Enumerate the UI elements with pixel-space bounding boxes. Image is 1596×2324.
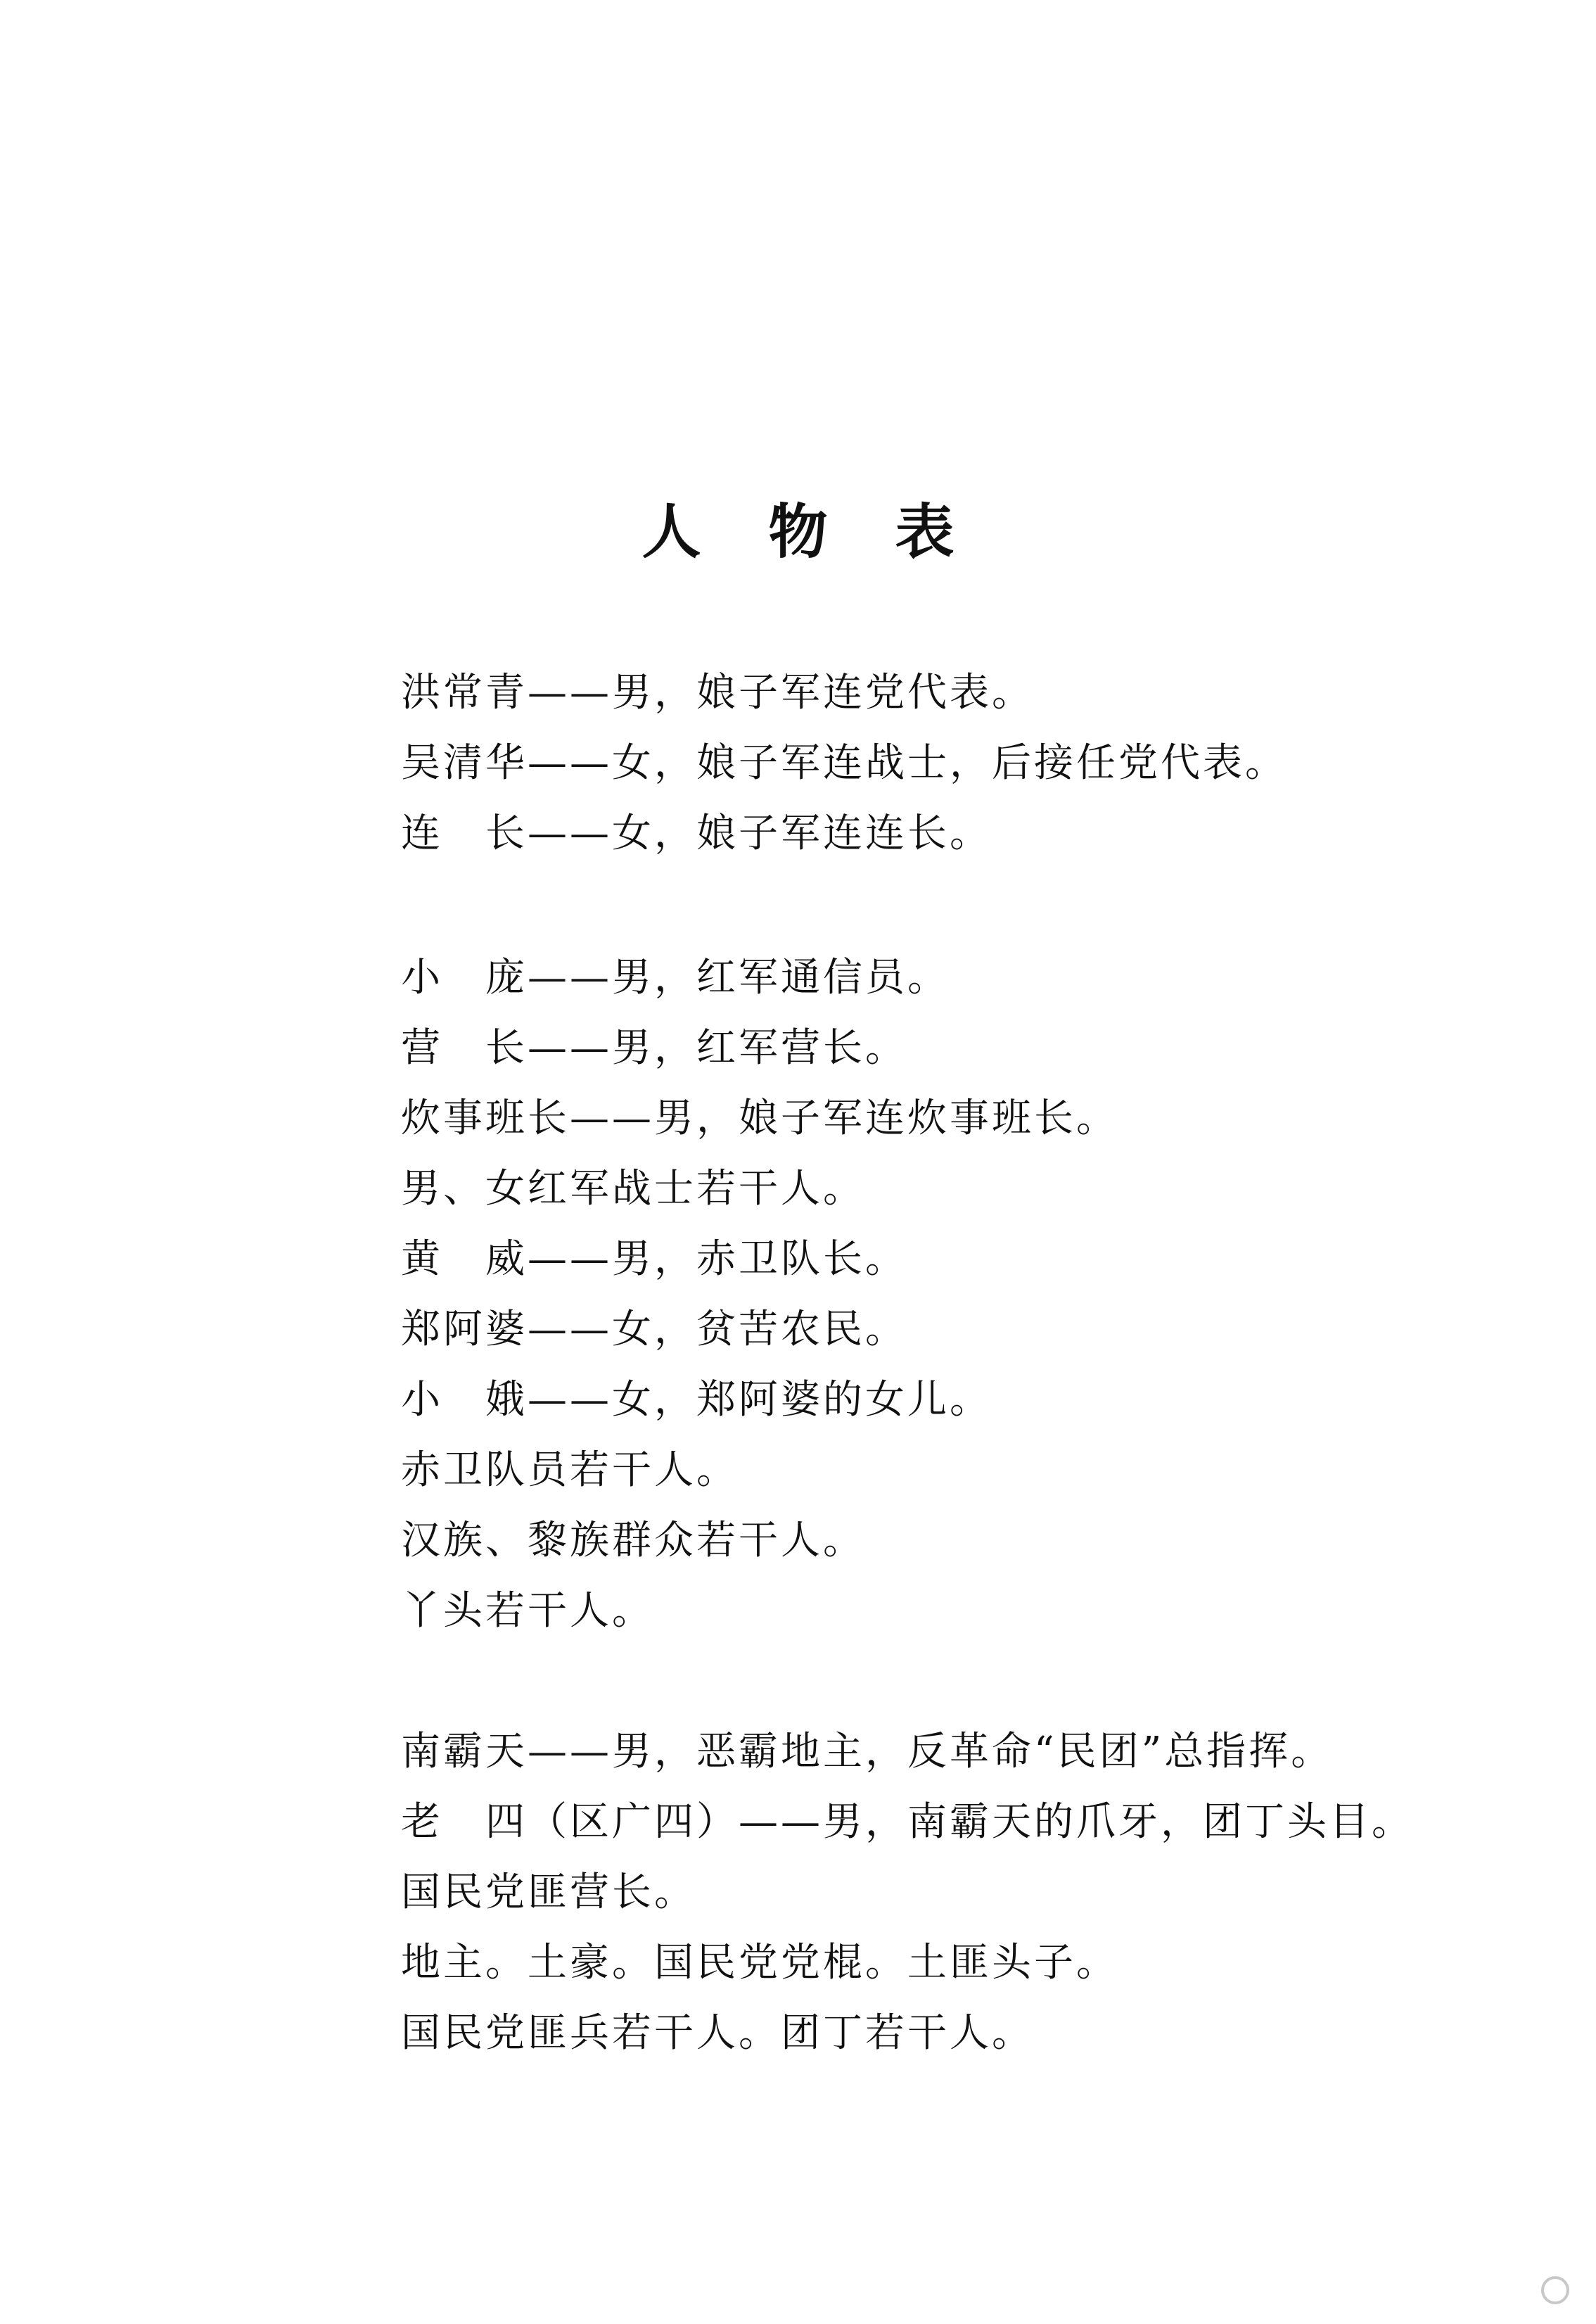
cast-entry: 南霸天——男，恶霸地主，反革命“民团”总指挥。 (401, 1729, 1334, 1774)
cast-entry: 国民党匪营长。 (401, 1869, 696, 1915)
cast-entry: 赤卫队员若干人。 (401, 1447, 739, 1493)
page-title (0, 490, 1596, 574)
cast-group-antagonists (401, 1717, 1596, 2069)
circle-logo-icon (1541, 2276, 1569, 2304)
cast-entry: 国民党匪兵若干人。团丁若干人。 (401, 2010, 1034, 2056)
cast-entry: 炊事班长——男，娘子军连炊事班长。 (401, 1096, 1118, 1141)
watermark (1413, 2268, 1575, 2310)
cast-entry: 老 四（区广四）——男，南霸天的爪牙，团丁头目。 (401, 1799, 1414, 1845)
cast-entry: 地主。土豪。国民党党棍。土匪头子。 (401, 1940, 1118, 1986)
cast-entry: 汉族、黎族群众若干人。 (401, 1518, 865, 1563)
title-char: 表 (895, 497, 955, 567)
cast-group-allies (401, 943, 1596, 1646)
cast-entry: 洪常青——男，娘子军连党代表。 (401, 670, 1034, 716)
cast-entry: 丫头若干人。 (401, 1588, 654, 1634)
title-char: 物 (768, 497, 828, 567)
cast-entry: 吴清华——女，娘子军连战士，后接任党代表。 (401, 740, 1287, 786)
cast-entry: 郑阿婆——女，贫苦农民。 (401, 1307, 907, 1352)
title-char: 人 (641, 497, 701, 567)
cast-entry: 黄 威——男，赤卫队长。 (401, 1236, 907, 1282)
cast-entry: 小 庞——男，红军通信员。 (401, 955, 950, 1001)
cast-entry: 男、女红军战士若干人。 (401, 1166, 865, 1212)
cast-entry: 营 长——男，红军营长。 (401, 1025, 907, 1071)
cast-entry: 小 娥——女，郑阿婆的女儿。 (401, 1377, 992, 1423)
cast-entry: 连 长——女，娘子军连连长。 (401, 811, 992, 856)
cast-group-main (401, 658, 1596, 869)
